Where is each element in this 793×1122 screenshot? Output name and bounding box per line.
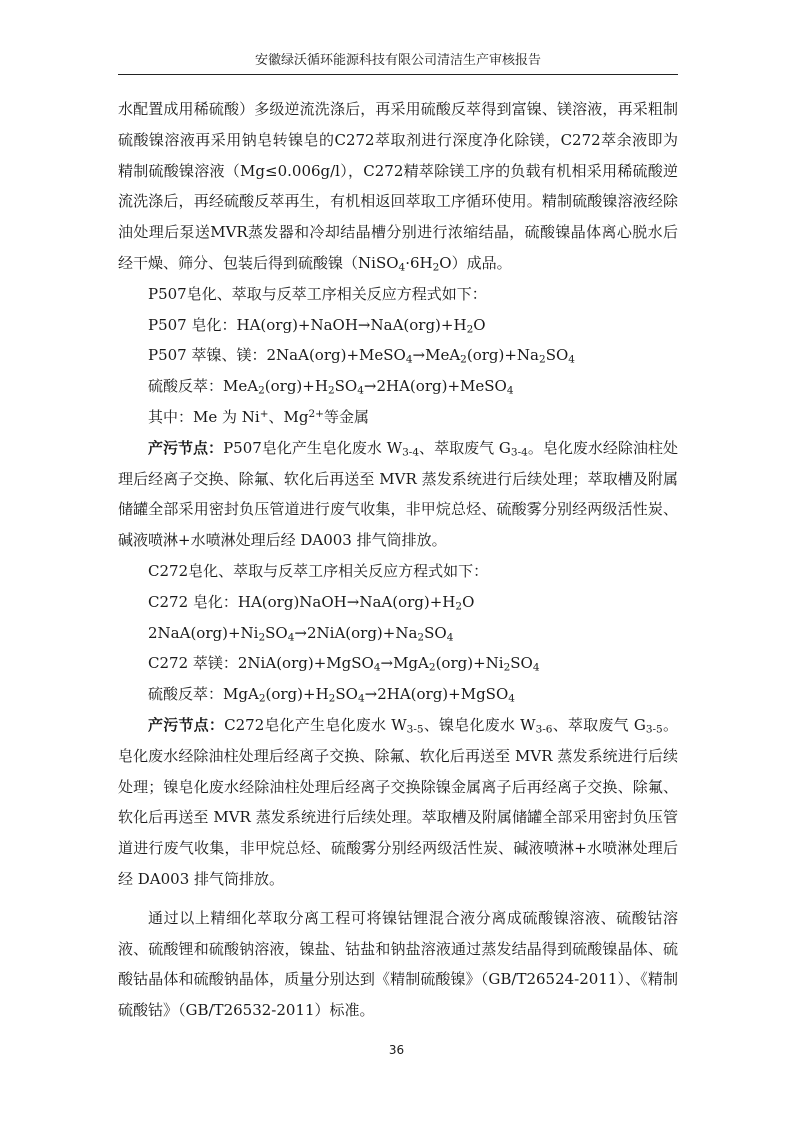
- p507-stripping-equation: 硫酸反萃：$MeA_2(org)+H_2SO_4\to 2HA(org)+MeSO_4$: [148, 377, 514, 397]
- c272-reaction-intro: C272皂化、萃取与反萃工序相关反应方程式如下：: [148, 561, 489, 580]
- c272-nickel-soap-equation: $2NaA(org)+Ni_2SO_4\to 2NiA(org)+Na_2SO_4$: [148, 623, 454, 644]
- pollution-node-p507: 产污节点：P507皂化产生皂化废水 $W_{3-4}$、萃取废气 $G_{3-4}$。皂化废水经除油柱处理后经离子交换、除氟、软化后再送至 MVR 蒸发系统进行后续处理；萃取槽及附属储罐全部采用密封负压管道进行废气收集，非甲烷总烃、硫酸雾分别经两级活性炭、碱液喷淋+水喷淋处理后经 DA003 排气筒排放。: [118, 438, 678, 550]
- p507-reaction-intro: P507皂化、萃取与反萃工序相关反应方程式如下：: [148, 284, 487, 303]
- pollution-node-label: 产污节点：: [148, 715, 225, 734]
- header-rule: [118, 74, 678, 75]
- body-text: [118, 94, 678, 1026]
- pollution-node-c272: 产污节点：C272皂化产生皂化废水 $W_{3-5}$、镍皂化废水 $W_{3-6}$、萃取废气 $G_{3-5}$。皂化废水经除油柱处理后经离子交换、除氟、软化后再送至 MVR 蒸发系统进行后续处理；镍皂化废水经除油柱处理后经离子交换除镍金属离子后再经离子交换、除氟、软化后再送至 MVR 蒸发系统进行后续处理。萃取槽及附属储罐全部采用密封负压管道进行废气收集，非甲烷总烃、硫酸雾分别经两级活性炭、碱液喷淋+水喷淋处理后经 DA003 排气筒排放。: [118, 715, 678, 888]
- p507-saponification-equation: P507 皂化：$HA(org)+NaOH\to NaA(org)+H_2O$: [148, 315, 486, 336]
- c272-magnesium-extraction-equation: C272 萃镁：$2NiA(org)+MgSO_4\to MgA_2(org)+Ni_2SO_4$: [148, 654, 540, 674]
- c272-stripping-equation: 硫酸反萃：$MgA_2(org)+H_2SO_4\to 2HA(org)+MgSO_4$: [148, 685, 515, 705]
- p507-extraction-equation: P507 萃镍、镁：$2NaA(org)+MeSO_4\to MeA_2(org)+Na_2SO_4$: [148, 346, 575, 366]
- paragraph-process-description: 水配置成用稀硫酸）多级逆流洗涤后，再采用硫酸反萃得到富镍、镁溶液，再采粗制硫酸镍溶液再采用钠皂转镍皂的C272萃取剂进行深度净化除镁，C272萃余液即为精制硫酸镍溶液（Mg≤0.006g/l），C272精萃除镁工序的负载有机相采用稀硫酸逆流洗涤后，再经硫酸反萃再生，有机相返回萃取工序循环使用。精制硫酸镍溶液经除油处理后泵送MVR蒸发器和冷却结晶槽分别进行浓缩结晶，硫酸镍晶体离心脱水后经干燥、筛分、包装后得到硫酸镍$(NiSO_4\cdot 6H_2O)$成品。: [118, 100, 678, 274]
- metal-note: 其中：Me 为 Ni+、$Mg^{2+}$等金属: [148, 407, 369, 426]
- running-header: 安徽绿沃循环能源科技有限公司清洁生产审核报告: [254, 53, 541, 68]
- pollution-node-label: 产污节点：: [148, 438, 224, 457]
- c272-saponification-equation: C272 皂化：$HA(org)NaOH\to NaA(org)+H_2O$: [148, 592, 475, 613]
- conclusion-paragraph: 通过以上精细化萃取分离工程可将镍钴锂混合液分离成硫酸镍溶液、硫酸钴溶液、硫酸锂和硫酸钠溶液，镍盐、钴盐和钠盐溶液通过蒸发结晶得到硫酸镍晶体、硫酸钴晶体和硫酸钠晶体，质量分别达到《精制硫酸镍》（GB/T26524-2011）、《精制硫酸钴》（GB/T26532-2011）标准。: [118, 908, 678, 1020]
- page-number: 36: [388, 1043, 405, 1057]
